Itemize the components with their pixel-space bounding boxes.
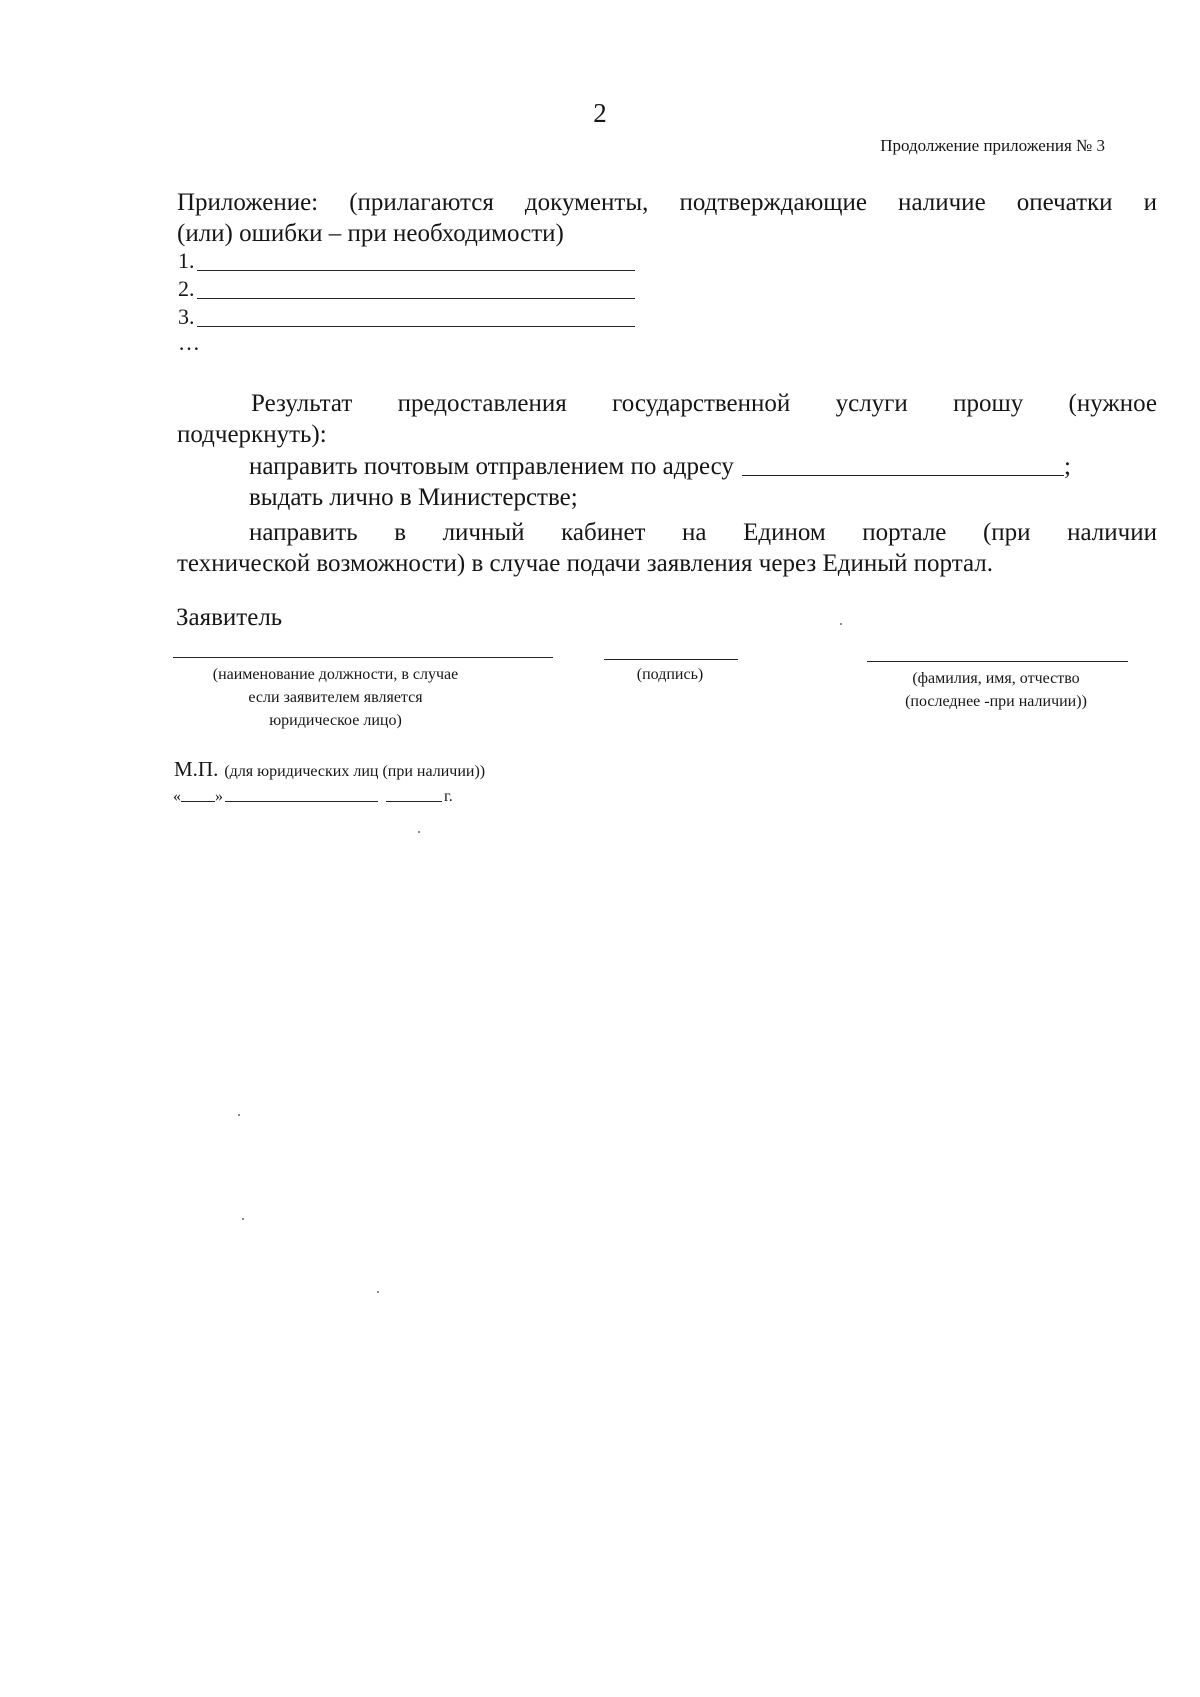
attachment-item-number: 3. xyxy=(178,304,195,329)
signature-blank xyxy=(604,659,738,660)
full-name-caption-line: (последнее -при наличии)) xyxy=(905,693,1087,710)
scan-speck xyxy=(840,623,842,625)
full-name-blank xyxy=(867,661,1128,662)
date-year-suffix: г. xyxy=(444,788,453,805)
full-name-caption xyxy=(856,667,1136,713)
attachment-more-ellipsis: … xyxy=(178,330,200,355)
full-name-caption-line: (фамилия, имя, отчество xyxy=(912,670,1080,687)
address-blank xyxy=(742,453,1064,476)
stamp-label: М.П. xyxy=(174,757,219,781)
scan-speck xyxy=(242,1218,244,1220)
attachment-item-1 xyxy=(178,248,635,274)
attachment-item-blank xyxy=(197,280,635,299)
option-personal: выдать лично в Министерстве; xyxy=(249,484,578,511)
page-number: 2 xyxy=(593,98,607,128)
attachment-item-number: 2. xyxy=(178,276,195,301)
scan-speck xyxy=(418,831,420,833)
option-portal-line-2: технической возможности) в случае подачи заявления через Единый портал. xyxy=(177,550,993,577)
attachment-item-3 xyxy=(178,304,635,330)
date-month-blank xyxy=(225,789,378,802)
position-caption-line: (наименование должности, в случае xyxy=(212,666,459,683)
date-close-quote: » xyxy=(215,788,223,805)
signature-caption: (подпись) xyxy=(636,666,704,683)
attachment-item-blank xyxy=(197,308,635,327)
position-blank xyxy=(173,657,553,658)
date-line xyxy=(173,788,453,806)
scan-speck xyxy=(238,1114,240,1116)
option-mail-semicolon: ; xyxy=(1063,453,1071,480)
date-open-quote: « xyxy=(173,788,181,805)
position-caption xyxy=(173,663,498,732)
option-mail xyxy=(249,451,1071,482)
date-year-blank xyxy=(386,789,442,802)
date-day-blank xyxy=(181,789,215,802)
attachments-heading-line-1: Приложение: (прилагаются документы, подтверждающие наличие опечатки и xyxy=(177,189,1157,216)
position-caption-line: если заявителем является xyxy=(248,689,423,706)
result-request-line-2: подчеркнуть): xyxy=(177,421,327,448)
attachment-item-blank xyxy=(197,252,635,271)
stamp-line xyxy=(174,757,485,782)
attachment-item-number: 1. xyxy=(178,248,195,273)
applicant-label: Заявитель xyxy=(176,604,283,631)
option-mail-text: направить почтовым отправлением по адресу xyxy=(249,453,734,480)
attachment-item-2 xyxy=(178,276,635,302)
stamp-note: (для юридических лиц (при наличии)) xyxy=(224,763,486,780)
attachments-heading-line-2: (или) ошибки – при необходимости) xyxy=(177,220,564,247)
option-portal-line-1: направить в личный кабинет на Едином портале (при наличии xyxy=(249,519,1157,546)
appendix-continuation-label: Продолжение приложения № 3 xyxy=(880,136,1105,155)
position-caption-line: юридическое лицо) xyxy=(269,712,402,729)
scan-speck xyxy=(377,1291,379,1293)
result-request-line-1: Результат предоставления государственной услуги прошу (нужное xyxy=(251,390,1157,417)
